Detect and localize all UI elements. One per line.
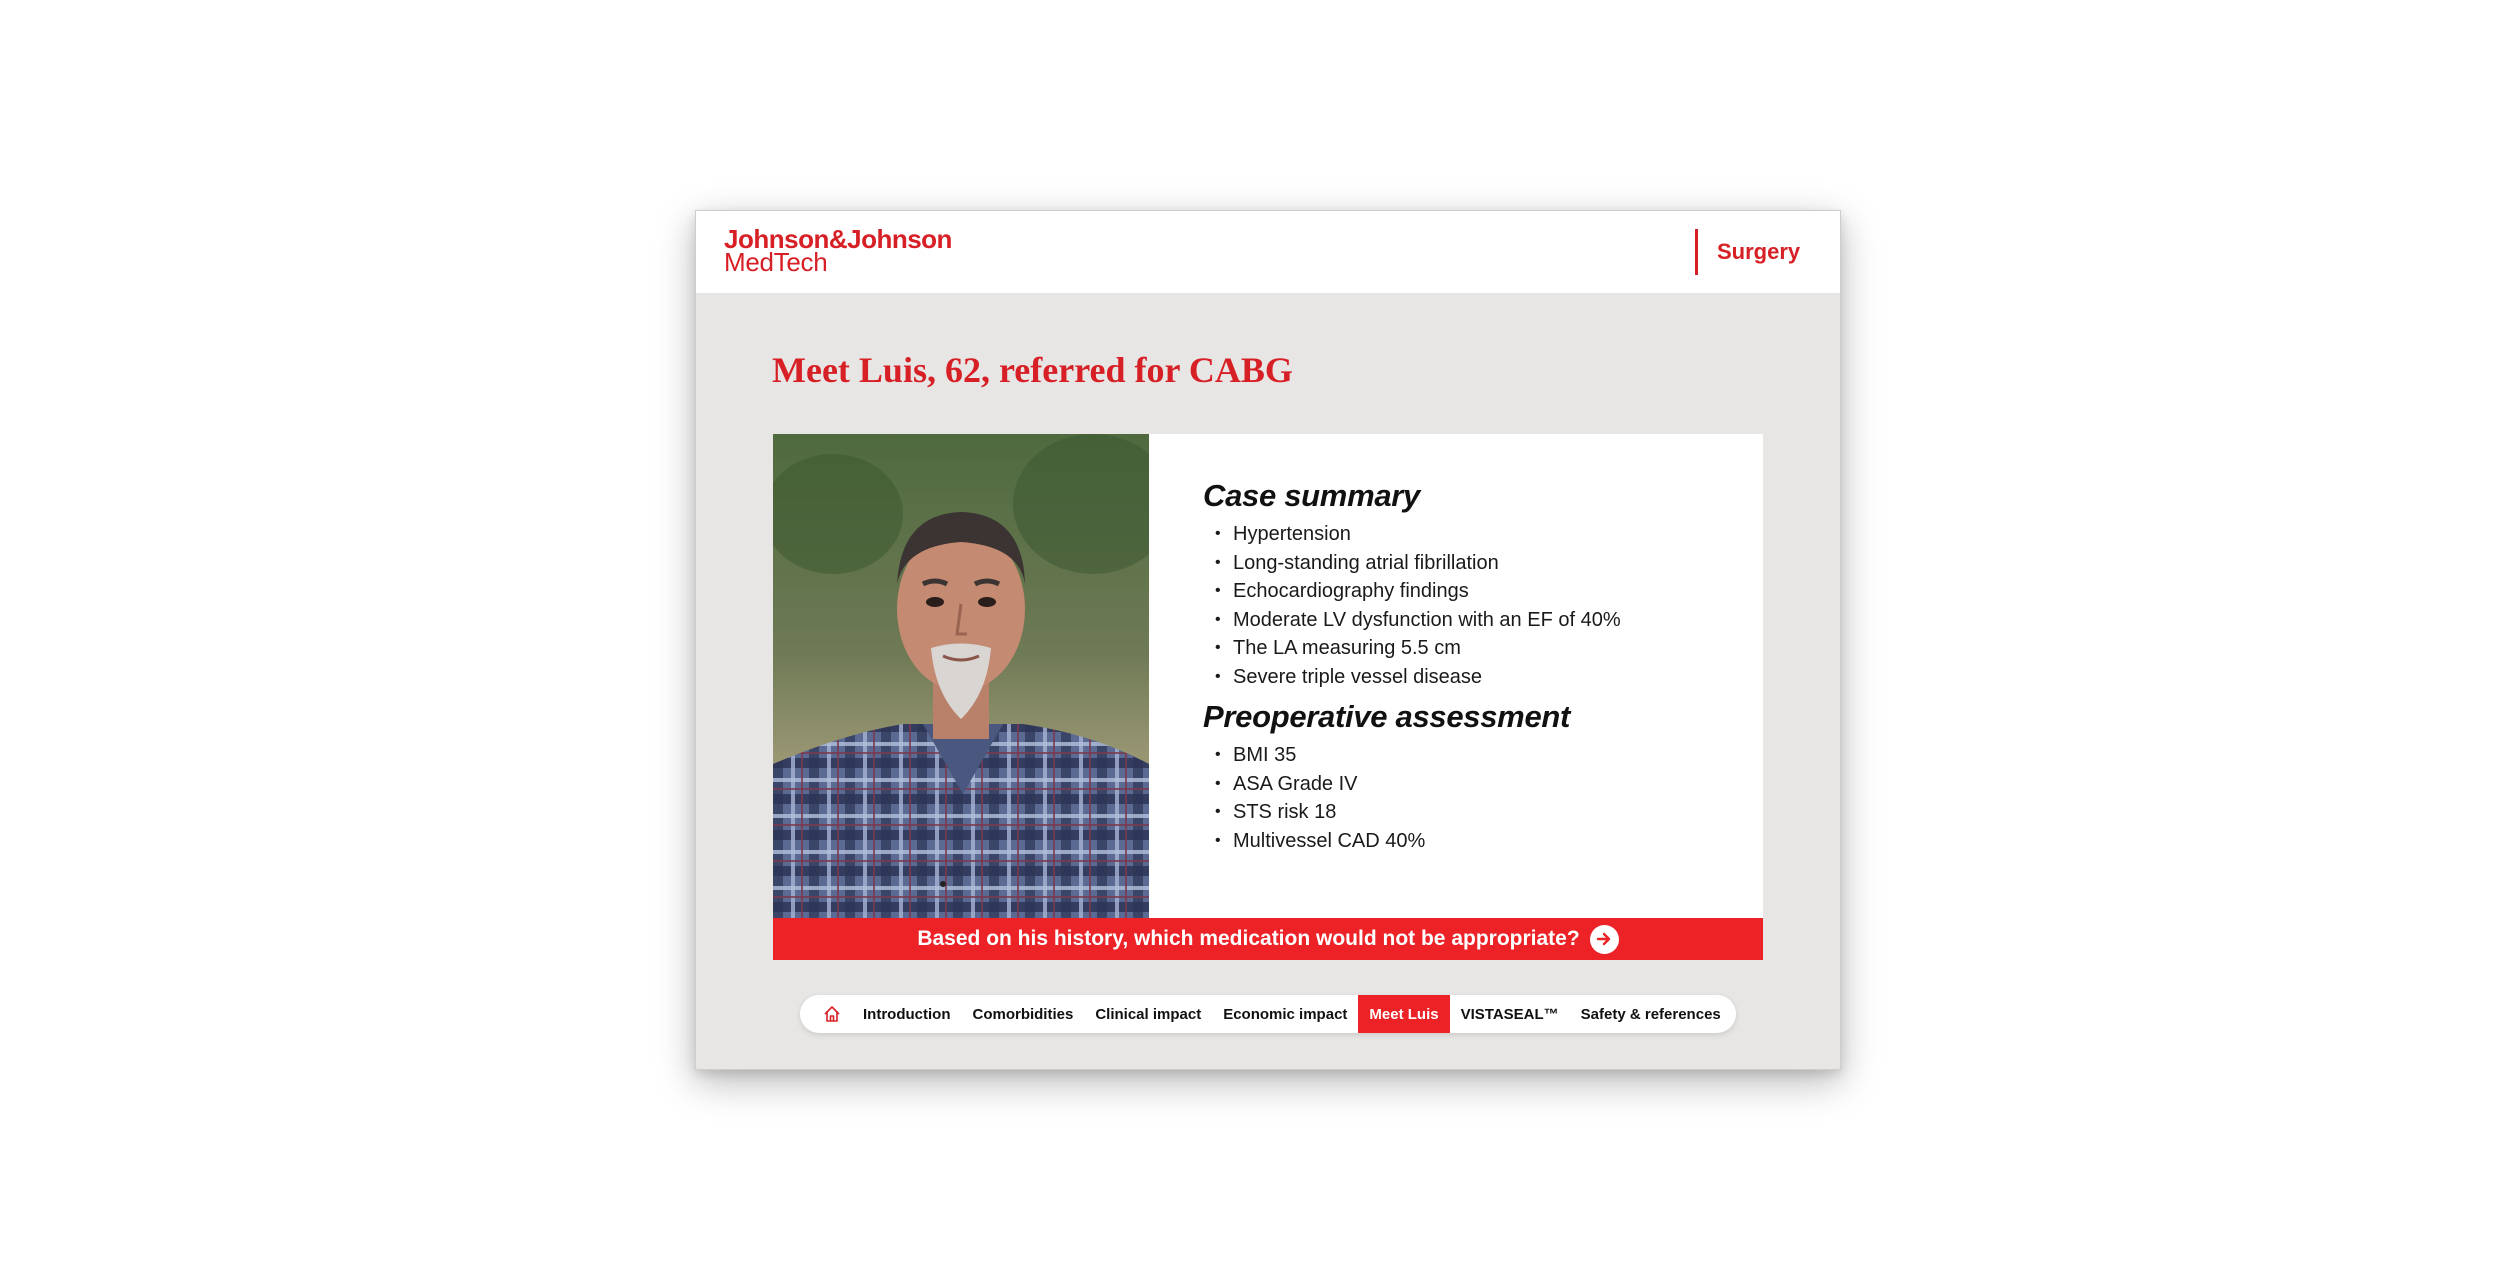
list-item: • Long-standing atrial fibrillation — [1215, 551, 1499, 574]
nav-economic-impact[interactable]: Economic impact — [1223, 1005, 1348, 1023]
header-divider — [1695, 229, 1698, 275]
case-summary-heading: Case summary — [1203, 478, 1420, 513]
case-summary-list — [1203, 520, 1743, 691]
patient-photo — [773, 434, 1149, 918]
logo-line-2: MedTech — [724, 247, 828, 277]
list-item: • The LA measuring 5.5 cm — [1215, 637, 1461, 659]
home-icon[interactable] — [812, 1004, 852, 1024]
list-item: • Echocardiography findings — [1215, 580, 1469, 602]
list-item: • Moderate LV dysfunction with an EF of 40% — [1215, 608, 1621, 631]
nav-meet-luis[interactable]: Meet Luis — [1358, 995, 1449, 1033]
question-cta-button[interactable] — [773, 918, 1763, 960]
list-item: • Hypertension — [1215, 523, 1351, 545]
logo-line-1: Johnson&Johnson — [724, 224, 952, 254]
preoperative-assessment-list — [1203, 741, 1743, 855]
case-card — [773, 434, 1763, 918]
arrow-right-circle-icon[interactable] — [1590, 925, 1619, 954]
list-item: • STS risk 18 — [1215, 801, 1337, 823]
top-bar — [696, 211, 1840, 293]
list-item: • BMI 35 — [1215, 744, 1297, 766]
nav-clinical-impact[interactable]: Clinical impact — [1095, 1005, 1202, 1023]
cta-label: Based on his history, which medication would not be appropriate? — [917, 927, 1580, 950]
case-details — [1203, 478, 1743, 863]
nav-introduction[interactable]: Introduction — [863, 1005, 951, 1023]
list-item: • ASA Grade IV — [1215, 772, 1358, 795]
preoperative-assessment-heading: Preoperative assessment — [1203, 699, 1571, 734]
bottom-navigation — [800, 995, 1736, 1033]
patient-photo-illustration — [773, 434, 1149, 918]
list-item: • Multivessel CAD 40% — [1215, 829, 1426, 852]
nav-comorbidities[interactable]: Comorbidities — [972, 1005, 1074, 1023]
brand-logo — [724, 224, 952, 277]
nav-safety-references[interactable]: Safety & references — [1580, 1005, 1721, 1023]
section-label: Surgery — [1717, 239, 1801, 264]
slide-frame — [695, 210, 1841, 1070]
page-title: Meet Luis, 62, referred for CABG — [772, 350, 1293, 390]
list-item: • Severe triple vessel disease — [1215, 665, 1483, 688]
nav-vistaseal[interactable]: VISTASEAL™ — [1460, 1005, 1559, 1023]
